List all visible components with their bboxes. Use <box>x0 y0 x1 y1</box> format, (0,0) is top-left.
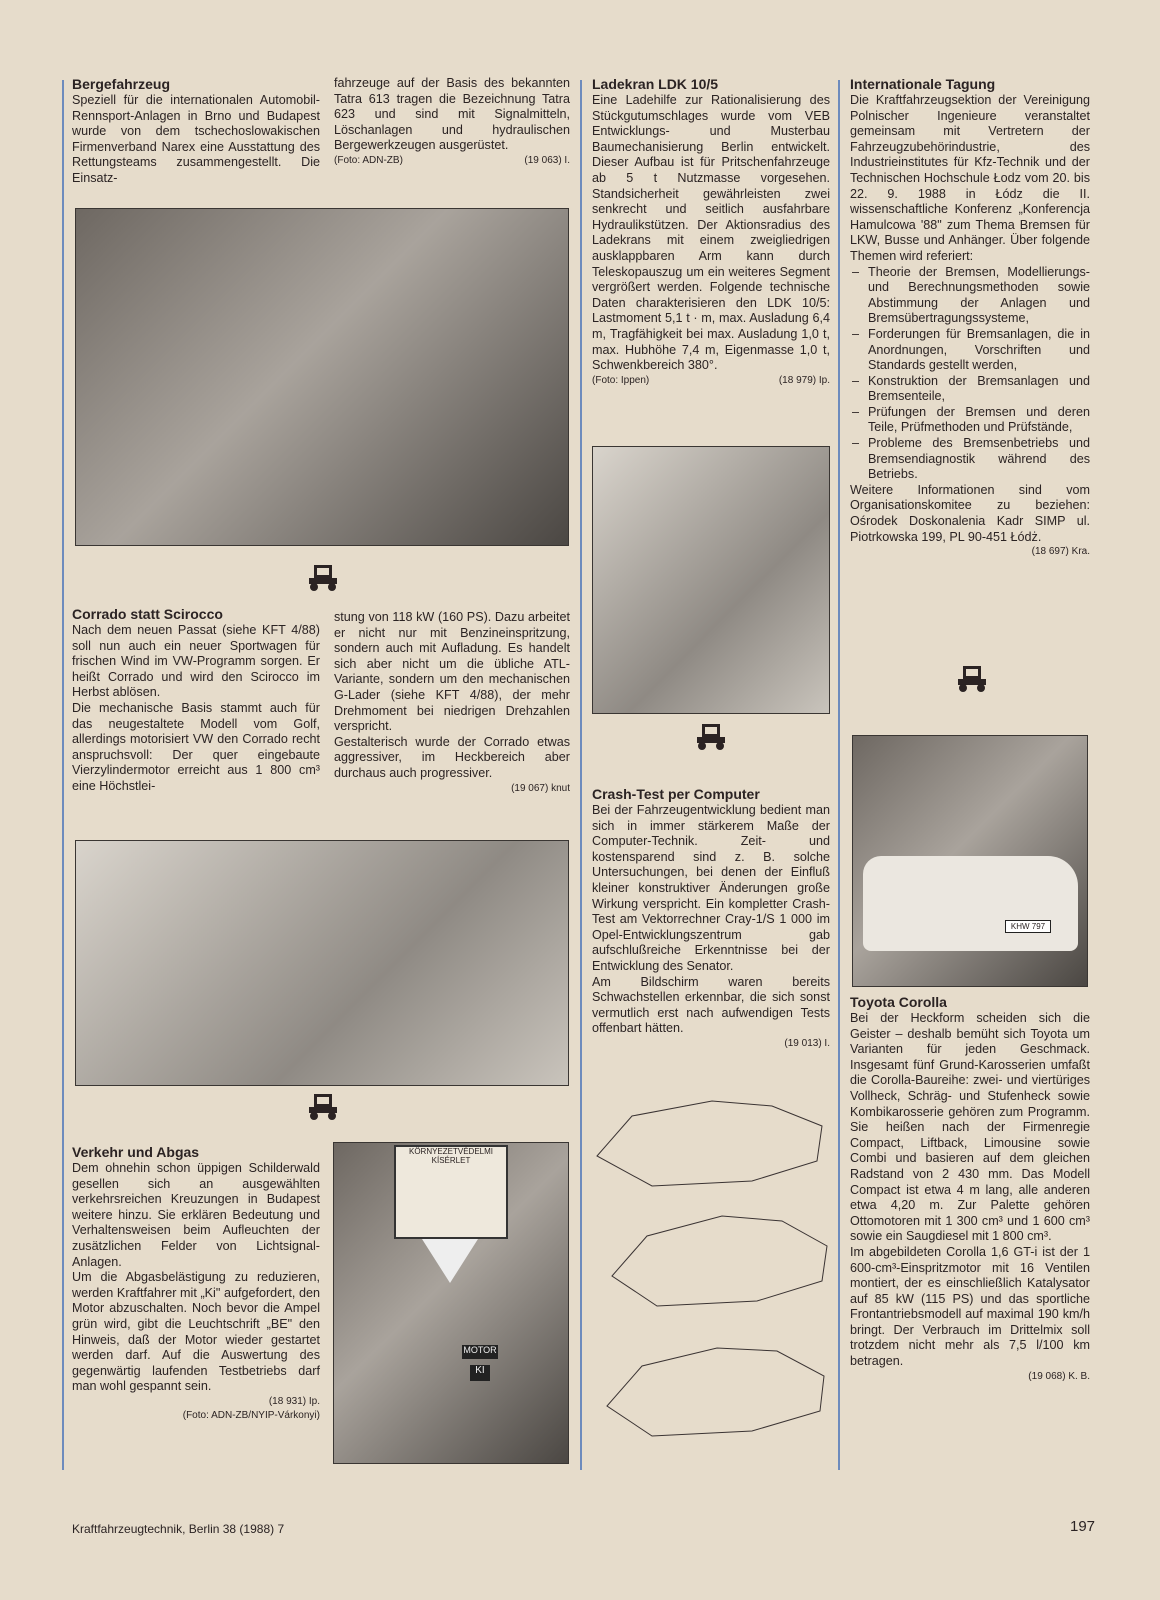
article-text: Bei der Fahrzeugentwicklung bedient man sich in immer stärkerem Maße der Computer-Technik. Zeit- und kostensparend sind z. B. solche Untersuchungen, bei denen der Einfluß kleiner konstruktiver Änderungen große Wirkung verspricht. Ein kompletter Crash-Test am Vektorrechner Cray-1/S 1 000 im Opel-Entwicklungszentrum gab aufschlußreiche Erkenntnisse bei der Entwicklung des Senator. <box>592 803 830 973</box>
topic-item: – Theorie der Bremsen, Modellierungs- und Berechnungsmethoden sowie Abstimmung der Anlagen und Bremsübertragungssysteme, <box>868 265 1090 327</box>
article-text: fahrzeuge auf der Basis des bekannten Tatra 613 tragen die Bezeichnung Tatra 623 und sind mit Signalmitteln, Löschanlagen und hydraulischen Bergewerkzeugen ausgerüstet. <box>334 76 570 153</box>
article-text: Eine Ladehilfe zur Rationalisierung des Stückgutumschlages wurde vom VEB Entwicklungs- und Musterbau Baumechanisierung Berlin entwickelt. Dieser Aufbau ist für Pritschenfahrzeuge ab 5 t Nutzmasse vorgesehen. Standsicherheit gewährleisten zwei senkrecht und seitlich ausfahrbare Hydraulikstützen. Der Aktionsradius des Ladekrans mit einem zweigliedrigen ausklappbaren Arm kann durch Teleskopauszug um ein weiteres Segment vergrößert werden. Folgende technische Daten charakterisieren den LDK 10/5: Lastmoment 5,1 t · m, max. Ausladung 6,4 m, Tragfähigkeit bei max. Ausladung 1,0 t, max. Hubhöhe 7,4 m, Eigenmasse 1,0 t, Schwenkbereich 380°. <box>592 93 830 373</box>
sign-board <box>394 1145 508 1239</box>
article-toyota <box>850 994 1090 1384</box>
column-rule <box>580 80 582 1470</box>
vintage-car-icon <box>955 664 989 694</box>
topic-list <box>850 265 1090 483</box>
article-ref: (18 979) Ip. <box>778 374 830 386</box>
wireframe-car-1 <box>597 1101 822 1186</box>
vintage-car-icon <box>306 563 340 593</box>
article-bergefahrzeug <box>72 76 320 187</box>
article-title: Crash-Test per Computer <box>592 786 760 802</box>
article-corrado-cont <box>334 610 570 796</box>
article-text: Die mechanische Basis stammt auch für das neugestaltete Modell vom Golf, allerdings motorisiert VW den Corrado recht anspruchsvoll: Der quer eingebaute Vierzylindermotor erreicht aus 1 800 cm³ eine Höchstlei- <box>72 700 320 793</box>
article-ref: (19 068) K. B. <box>1028 1370 1090 1382</box>
article-title: Internationale Tagung <box>850 76 996 92</box>
article-corrado <box>72 606 320 795</box>
article-title: Corrado statt Scirocco <box>72 606 223 622</box>
article-text: Die Kraftfahrzeugsektion der Vereinigung Polnischer Ingenieure veranstaltet gemeinsam mit Vertretern der Fahrzeugzubehörindustrie, des Industrieinstitutes für Kfz-Technik und der Technischen Hochschule Łodz vom 20. bis 22. 9. 1988 in Łódz die II. wissenschaftliche Konferenz „Konferencja Hamulcowa '88" zum Thema Bremsen für LKW, Busse und Anhänger. Über folgende Themen wird referiert: <box>850 93 1090 263</box>
article-title: Bergefahrzeug <box>72 76 171 92</box>
topic-item: – Konstruktion der Bremsanlagen und Bremsenteile, <box>868 374 1090 405</box>
column-rule <box>838 80 840 1470</box>
article-bergefahrzeug-cont <box>334 76 570 168</box>
article-tagung <box>850 76 1090 559</box>
wireframe-car-2 <box>612 1216 827 1306</box>
car-body <box>863 856 1078 951</box>
column-rule <box>62 80 64 1470</box>
article-ref: (19 063) I. <box>524 154 570 166</box>
article-text: Im abgebildeten Corolla 1,6 GT-i ist der 1 600-cm³-Einspritzmotor mit 16 Ventilen montiert, der es einschließlich Katalysator auf 85 kW (115 PS) und das sportliche Frontantriebsmodell auf maximal 190 km/h bringt. Der Verbrauch im Drittelmix soll trotzdem nicht mehr als 7,5 l/100 km betragen. <box>850 1244 1090 1369</box>
article-text: Speziell für die internationalen Automobil-Rennsport-Anlagen in Brno und Budapest wurde von dem tschechoslowakischen Firmenverband Narex eine Ausstattung des Rettungsteams zusammengestellt. Die Einsatz- <box>72 93 320 185</box>
photo-toyota-corolla <box>852 735 1088 987</box>
photo-rescue-team <box>75 208 569 546</box>
photo-credit: (Foto: ADN-ZB/NYIP-Várkonyi) <box>182 1409 320 1421</box>
article-text: Nach dem neuen Passat (siehe KFT 4/88) soll nun auch ein neuer Sportwagen für frischen Wind im VW-Programm sorgen. Er heißt Corrado und wird den Scirocco im Herbst ablösen. <box>72 623 320 700</box>
article-ladekran <box>592 76 830 388</box>
article-title: Verkehr und Abgas <box>72 1144 200 1160</box>
license-plate: KHW 797 <box>1005 920 1051 933</box>
footer-journal: Kraftfahrzeugtechnik, Berlin 38 (1988) 7 <box>72 1522 285 1536</box>
wireframe-car-3 <box>607 1348 824 1436</box>
motor-sign: MOTOR <box>462 1345 498 1359</box>
crash-simulation-wireframes <box>592 1086 832 1466</box>
article-title: Ladekran LDK 10/5 <box>592 76 719 92</box>
sign-text: KÖRNYEZETVÉDELMI KÍSÉRLET <box>408 1147 493 1165</box>
article-text: stung von 118 kW (160 PS). Dazu arbeitet er nicht nur mit Benzineinspritzung, sondern auch mit Aufladung. Es handelt sich aber nicht um die übliche ATL-Variante, sondern um den mechanischen G-Lader (siehe KFT 4/88), der mehr Drehmoment bei niedrigen Drehzahlen verspricht. <box>334 610 570 734</box>
article-ref: (18 697) Kra. <box>1031 546 1090 558</box>
article-title: Toyota Corolla <box>850 994 947 1010</box>
ki-sign: KI <box>470 1365 490 1381</box>
article-ref: (18 931) Ip. <box>268 1395 320 1407</box>
photo-traffic-signs <box>333 1142 569 1464</box>
article-text: Dem ohnehin schon üppigen Schilderwald gesellen sich an ausgewählten verkehrsreichen Kreuzungen in Budapest weitere hinzu. Sie erklären Bedeutung und Verhaltensweisen beim Aufleuchten der zusätzlichen Felder von Lichtsignal-Anlagen. <box>72 1161 320 1269</box>
photo-vw-corrado <box>75 840 569 1086</box>
photo-credit: (Foto: ADN-ZB) <box>334 154 403 166</box>
photo-credit: (Foto: Ippen) <box>592 374 650 386</box>
article-text: Gestalterisch wurde der Corrado etwas aggressiver, im Heckbereich aber durchaus auch progressiver. <box>334 734 570 780</box>
photo-loading-crane <box>592 446 830 714</box>
article-ref: (19 013) I. <box>784 1037 830 1049</box>
article-text: Weitere Informationen sind vom Organisationskomitee zu beziehen: Ośrodek Doskonalenia Kadr SIMP ul. Piotrkowska 199, PL 90-451 Łódż. <box>850 482 1090 544</box>
article-text: Bei der Heckform scheiden sich die Geister – deshalb bemüht sich Toyota um Varianten für jeden Geschmack. Insgesamt fünf Grund-Karosserien umfaßt die Corolla-Baureihe: zwei- und viertüriges Vollheck, Schräg- und Stufenheck sowie Kombikarosserie gehören zum Programm. Sie heißen nach der Firmenregie Compact, Liftback, Limousine sowie Combi und basieren auf dem gleichen Radstand von 2 430 mm. Das Modell Compact ist etwa 4 m lang, alle anderen etwa 4,20 m. Zur Palette gehören Ottomotoren mit 1 300 cm³ und 1 600 cm³ sowie ein Saugdiesel mit 1 800 cm³. <box>850 1011 1090 1244</box>
article-text: Am Bildschirm waren bereits Schwachstellen erkennbar, die sich sonst vermutlich erst nach aufwendigen Tests offenbart hätten. <box>592 974 830 1036</box>
article-text: Um die Abgasbelästigung zu reduzieren, werden Kraftfahrer mit „Ki" aufgefordert, den Motor abzuschalten. Noch bevor die Ampel grün wird, gibt die Leuchtschrift „BE" den Hinweis, daß der Motor wieder gestartet werden darf. Auf die Auswertung des gegenwärtig laufenden Testbetriebs darf man wohl gespannt sein. <box>72 1270 320 1394</box>
topic-item: – Prüfungen der Bremsen und deren Teile, Prüfmethoden und Prüfstände, <box>868 405 1090 436</box>
article-verkehr <box>72 1144 320 1423</box>
article-ref: (19 067) knut <box>511 782 570 794</box>
topic-item: – Probleme des Bremsenbetriebs und Bremsendiagnostik während des Betriebs. <box>868 436 1090 483</box>
topic-item: – Forderungen für Bremsanlagen, die in Anordnungen, Vorschriften und Standards gestellt werden, <box>868 327 1090 374</box>
article-crash-test <box>592 786 830 1051</box>
vintage-car-icon <box>306 1092 340 1122</box>
yield-sign <box>422 1239 478 1283</box>
vintage-car-icon <box>694 722 728 752</box>
page-number: 197 <box>1070 1518 1096 1535</box>
